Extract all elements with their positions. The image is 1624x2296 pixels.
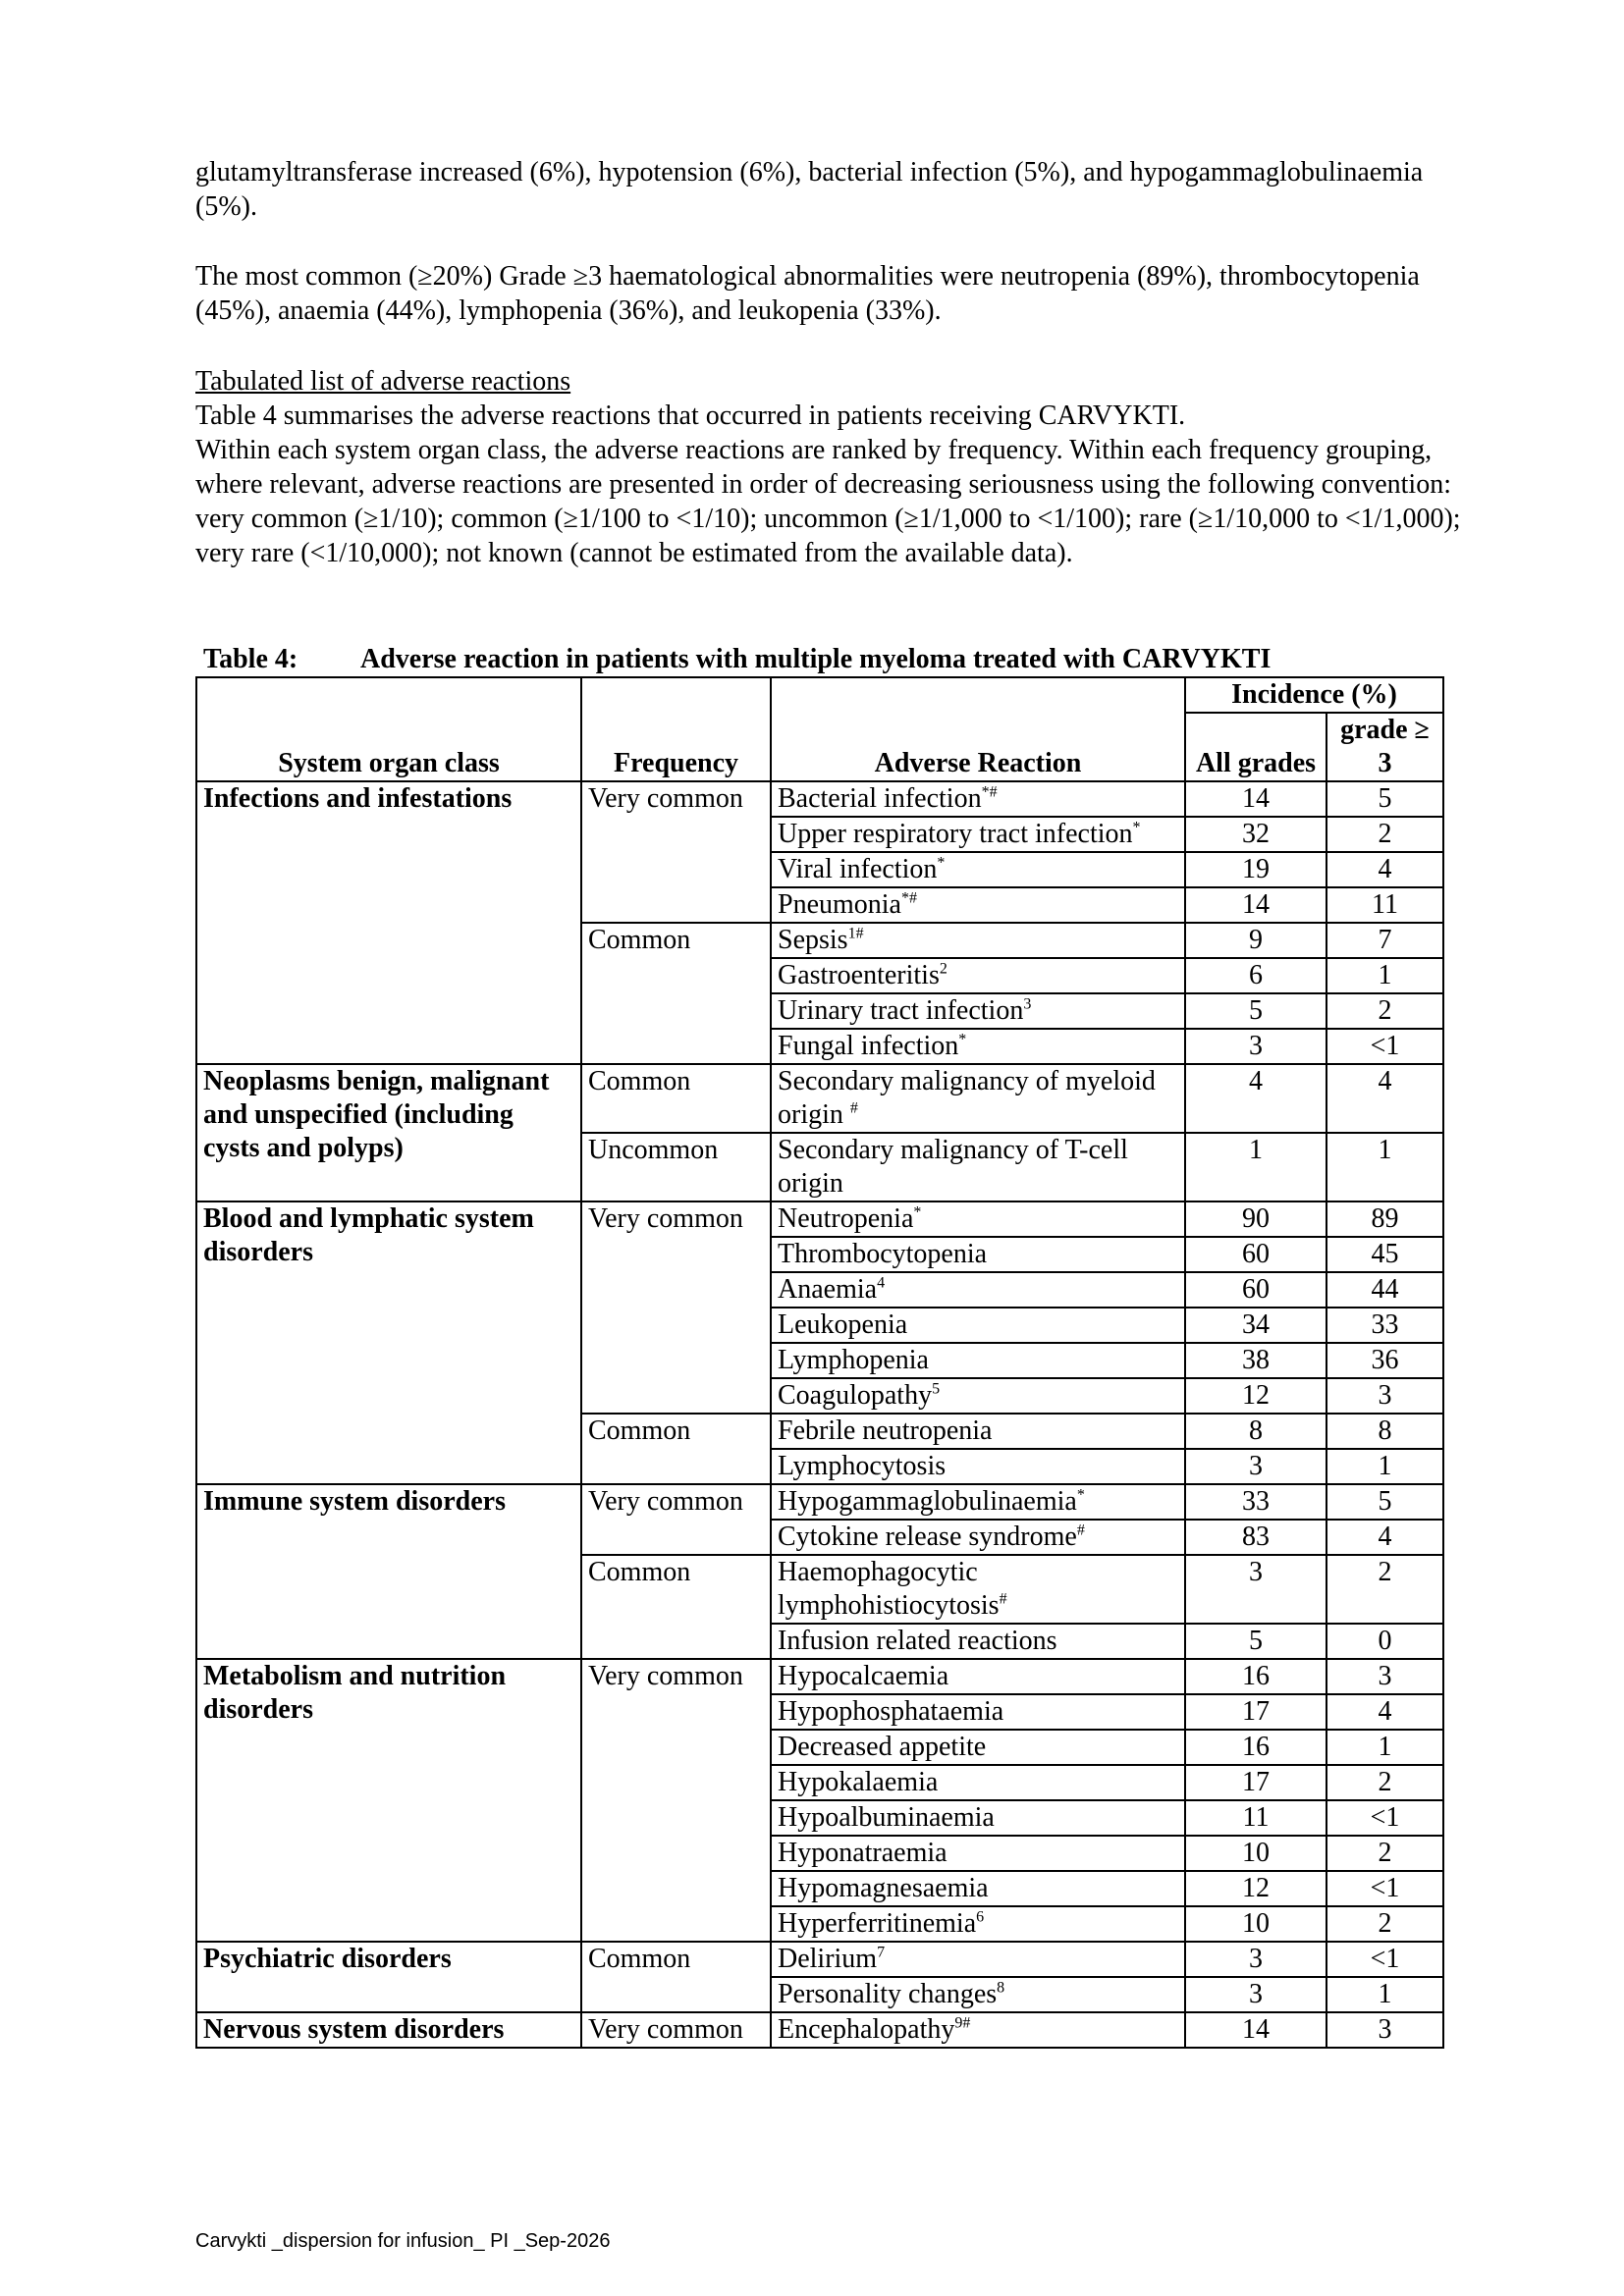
page-footer: Carvykti _dispersion for infusion_ PI _Sep-2026 [195, 2230, 611, 2252]
footnote-marker: # [1076, 1522, 1085, 1539]
grade3-cell: <1 [1326, 1029, 1443, 1064]
reaction-cell [771, 781, 1185, 817]
grade3-cell: 3 [1326, 1659, 1443, 1694]
reaction-name: Febrile neutropenia [778, 1415, 993, 1446]
all-grades-cell: 5 [1185, 1624, 1326, 1659]
reaction-cell [771, 1484, 1185, 1520]
all-grades-cell: 16 [1185, 1659, 1326, 1694]
reaction-cell [771, 1977, 1185, 2012]
footnote-marker: # [999, 1590, 1007, 1608]
reaction-cell [771, 1800, 1185, 1836]
table-row [196, 781, 1443, 817]
all-grades-cell: 90 [1185, 1201, 1326, 1237]
reaction-name: Anaemia [778, 1274, 878, 1305]
frequency-cell: Very common [581, 1484, 771, 1555]
header-reaction: Adverse Reaction [771, 677, 1185, 781]
reaction-name: Gastroenteritis [778, 960, 940, 990]
section-convention-text: Within each system organ class, the adverse reactions are ranked by frequency. Within each frequency grouping, where relevant, adverse reactions are presented in order of decreasing seriousness using the following convention: very common (≥1/10); common (≥1/100 to <1/10); uncommon (≥1/1,000 to <1/100); rare (≥1/10,000 to <1/1,000); very rare (<1/10,000); not known (cannot be estimated from the available data). [195, 435, 1461, 568]
all-grades-cell: 14 [1185, 2012, 1326, 2048]
all-grades-cell: 10 [1185, 1906, 1326, 1942]
all-grades-cell: 3 [1185, 1977, 1326, 2012]
table-caption-number: Table 4: [203, 644, 298, 674]
reaction-cell [771, 887, 1185, 923]
reaction-name: Pneumonia [778, 889, 901, 920]
frequency-cell: Common [581, 1555, 771, 1659]
header-frequency: Frequency [581, 677, 771, 781]
all-grades-cell: 32 [1185, 817, 1326, 852]
organ-class-cell: Neoplasms benign, malignant and unspecified (including cysts and polyps) [196, 1064, 581, 1201]
reaction-cell [771, 1624, 1185, 1659]
grade3-cell: 2 [1326, 993, 1443, 1029]
organ-class-cell: Infections and infestations [196, 781, 581, 1064]
all-grades-cell: 83 [1185, 1520, 1326, 1555]
reaction-name: Viral infection [778, 854, 938, 884]
grade3-cell: 89 [1326, 1201, 1443, 1237]
all-grades-cell: 17 [1185, 1765, 1326, 1800]
grade3-cell: 1 [1326, 1133, 1443, 1201]
all-grades-cell: 4 [1185, 1064, 1326, 1133]
all-grades-cell: 3 [1185, 1942, 1326, 1977]
reaction-name: Encephalopathy [778, 2014, 955, 2045]
reaction-name: Leukopenia [778, 1309, 908, 1340]
organ-class-cell: Blood and lymphatic system disorders [196, 1201, 581, 1484]
reaction-name: Lymphocytosis [778, 1451, 947, 1481]
grade3-cell: 5 [1326, 1484, 1443, 1520]
footnote-marker: 3 [1023, 995, 1032, 1013]
all-grades-cell: 8 [1185, 1414, 1326, 1449]
table-row [196, 1064, 1443, 1133]
all-grades-cell: 38 [1185, 1343, 1326, 1378]
reaction-cell [771, 993, 1185, 1029]
footnote-marker: 9# [954, 2014, 971, 2032]
table-row [196, 1201, 1443, 1237]
organ-class-cell: Immune system disorders [196, 1484, 581, 1659]
grade3-cell: <1 [1326, 1942, 1443, 1977]
reaction-name: Lymphopenia [778, 1345, 929, 1375]
reaction-name: Bacterial infection [778, 783, 982, 814]
reaction-name: Secondary malignancy of T-cell origin [778, 1135, 1128, 1199]
grade3-cell: 8 [1326, 1414, 1443, 1449]
footnote-marker: 2 [939, 960, 947, 978]
grade3-cell: 5 [1326, 781, 1443, 817]
table-caption [203, 643, 1440, 676]
organ-class-cell: Nervous system disorders [196, 2012, 581, 2048]
grade3-cell: 2 [1326, 1836, 1443, 1871]
grade3-cell: <1 [1326, 1871, 1443, 1906]
frequency-cell: Very common [581, 1659, 771, 1942]
reaction-cell [771, 1237, 1185, 1272]
reaction-name: Cytokine release syndrome [778, 1522, 1077, 1552]
reaction-cell [771, 923, 1185, 958]
grade3-cell: 1 [1326, 1730, 1443, 1765]
reaction-cell [771, 2012, 1185, 2048]
reaction-cell [771, 1836, 1185, 1871]
footnote-marker: *# [981, 783, 998, 801]
all-grades-cell: 19 [1185, 852, 1326, 887]
reaction-name: Sepsis [778, 925, 848, 955]
grade3-cell: 4 [1326, 852, 1443, 887]
all-grades-cell: 12 [1185, 1378, 1326, 1414]
reaction-cell [771, 1659, 1185, 1694]
frequency-cell: Very common [581, 781, 771, 923]
reaction-name: Hypomagnesaemia [778, 1873, 989, 1903]
frequency-cell: Common [581, 1064, 771, 1133]
footnote-marker: * [958, 1031, 967, 1048]
all-grades-cell: 16 [1185, 1730, 1326, 1765]
header-all-grades: All grades [1185, 713, 1326, 781]
grade3-cell: 7 [1326, 923, 1443, 958]
table-caption-title: Adverse reaction in patients with multiple myeloma treated with CARVYKTI [360, 644, 1272, 674]
section-heading: Tabulated list of adverse reactions [195, 366, 571, 397]
all-grades-cell: 11 [1185, 1800, 1326, 1836]
reaction-name: Urinary tract infection [778, 995, 1024, 1026]
reaction-name: Decreased appetite [778, 1732, 987, 1762]
reaction-name: Fungal infection [778, 1031, 959, 1061]
reaction-cell [771, 958, 1185, 993]
grade3-cell: 4 [1326, 1520, 1443, 1555]
grade3-cell: 0 [1326, 1624, 1443, 1659]
intro-paragraph: glutamyltransferase increased (6%), hypotension (6%), bacterial infection (5%), and hypogammaglobulinaemia (5%). [195, 157, 1424, 222]
all-grades-cell: 17 [1185, 1694, 1326, 1730]
footnote-marker: 8 [997, 1979, 1005, 1997]
reaction-cell [771, 1555, 1185, 1624]
table-row [196, 1484, 1443, 1520]
reaction-name: Hypogammaglobulinaemia [778, 1486, 1077, 1517]
reaction-cell [771, 1871, 1185, 1906]
reaction-cell [771, 852, 1185, 887]
all-grades-cell: 3 [1185, 1555, 1326, 1624]
table-row [196, 2012, 1443, 2048]
grade3-cell: 44 [1326, 1272, 1443, 1308]
all-grades-cell: 5 [1185, 993, 1326, 1029]
all-grades-cell: 14 [1185, 887, 1326, 923]
reaction-name: Infusion related reactions [778, 1626, 1057, 1656]
reaction-name: Delirium [778, 1944, 878, 1974]
table-row [196, 1659, 1443, 1694]
reaction-cell [771, 1694, 1185, 1730]
all-grades-cell: 12 [1185, 1871, 1326, 1906]
reaction-name: Hyperferritinemia [778, 1908, 977, 1939]
reaction-cell [771, 1730, 1185, 1765]
reaction-cell [771, 1133, 1185, 1201]
reaction-cell [771, 1449, 1185, 1484]
reaction-cell [771, 1906, 1185, 1942]
grade3-cell: 11 [1326, 887, 1443, 923]
grade3-cell: 2 [1326, 817, 1443, 852]
adverse-reactions-table [195, 676, 1444, 2049]
reaction-cell [771, 1201, 1185, 1237]
reaction-name: Hypokalaemia [778, 1767, 939, 1797]
reaction-cell [771, 1343, 1185, 1378]
grade3-cell: 3 [1326, 1378, 1443, 1414]
reaction-cell [771, 1029, 1185, 1064]
footnote-marker: 5 [932, 1380, 941, 1398]
frequency-cell: Common [581, 1942, 771, 2012]
reaction-name: Neutropenia [778, 1203, 914, 1234]
reaction-cell [771, 1064, 1185, 1133]
reaction-name: Hyponatraemia [778, 1838, 947, 1868]
all-grades-cell: 6 [1185, 958, 1326, 993]
grade3-cell: 2 [1326, 1765, 1443, 1800]
all-grades-cell: 9 [1185, 923, 1326, 958]
frequency-cell: Common [581, 923, 771, 1064]
all-grades-cell: 3 [1185, 1029, 1326, 1064]
all-grades-cell: 60 [1185, 1237, 1326, 1272]
all-grades-cell: 1 [1185, 1133, 1326, 1201]
frequency-cell: Very common [581, 1201, 771, 1414]
haematological-paragraph: The most common (≥20%) Grade ≥3 haematological abnormalities were neutropenia (89%), thrombocytopenia (45%), anaemia (44%), lymphopenia (36%), and leukopenia (33%). [195, 261, 1420, 326]
header-organ: System organ class [196, 677, 581, 781]
reaction-cell [771, 1765, 1185, 1800]
table-body [196, 781, 1443, 2048]
grade3-cell: 4 [1326, 1694, 1443, 1730]
frequency-cell: Common [581, 1414, 771, 1484]
reaction-name: Hypophosphataemia [778, 1696, 1004, 1727]
footnote-marker: # [849, 1099, 858, 1117]
frequency-cell: Very common [581, 2012, 771, 2048]
reaction-name: Haemophagocytic lymphohistiocytosis [778, 1557, 1000, 1621]
reaction-cell [771, 817, 1185, 852]
grade3-cell: 3 [1326, 2012, 1443, 2048]
grade3-cell: 4 [1326, 1064, 1443, 1133]
organ-class-cell: Metabolism and nutrition disorders [196, 1659, 581, 1942]
all-grades-cell: 60 [1185, 1272, 1326, 1308]
all-grades-cell: 3 [1185, 1449, 1326, 1484]
reaction-cell [771, 1378, 1185, 1414]
reaction-name: Hypoalbuminaemia [778, 1802, 995, 1833]
all-grades-cell: 14 [1185, 781, 1326, 817]
header-grade3: grade ≥ 3 [1326, 713, 1443, 781]
reaction-cell [771, 1942, 1185, 1977]
grade3-cell: 2 [1326, 1906, 1443, 1942]
reaction-name: Secondary malignancy of myeloid origin [778, 1066, 1156, 1130]
reaction-cell [771, 1308, 1185, 1343]
reaction-name: Upper respiratory tract infection [778, 819, 1133, 849]
footnote-marker: * [1132, 819, 1141, 836]
footnote-marker: * [937, 854, 946, 872]
reaction-cell [771, 1414, 1185, 1449]
all-grades-cell: 10 [1185, 1836, 1326, 1871]
footnote-marker: 6 [976, 1908, 985, 1926]
reaction-name: Hypocalcaemia [778, 1661, 949, 1691]
footnote-marker: * [913, 1203, 922, 1221]
grade3-cell: 36 [1326, 1343, 1443, 1378]
footnote-marker: *# [901, 889, 917, 907]
all-grades-cell: 33 [1185, 1484, 1326, 1520]
frequency-cell: Uncommon [581, 1133, 771, 1201]
footnote-marker: 4 [877, 1274, 886, 1292]
reaction-name: Thrombocytopenia [778, 1239, 988, 1269]
grade3-cell: 1 [1326, 958, 1443, 993]
table-row [196, 1942, 1443, 1977]
grade3-cell: 1 [1326, 1449, 1443, 1484]
grade3-cell: <1 [1326, 1800, 1443, 1836]
all-grades-cell: 34 [1185, 1308, 1326, 1343]
reaction-name: Personality changes [778, 1979, 998, 2009]
footnote-marker: * [1076, 1486, 1085, 1504]
header-incidence: Incidence (%) [1185, 677, 1443, 713]
reaction-name: Coagulopathy [778, 1380, 933, 1411]
grade3-cell: 45 [1326, 1237, 1443, 1272]
table-header [196, 677, 1443, 781]
footnote-marker: 1# [847, 925, 864, 942]
grade3-cell: 33 [1326, 1308, 1443, 1343]
tabulated-section [195, 364, 1462, 570]
reaction-cell [771, 1520, 1185, 1555]
section-intro-line: Table 4 summarises the adverse reactions that occurred in patients receiving CARVYKTI. [195, 400, 1186, 431]
grade3-cell: 1 [1326, 1977, 1443, 2012]
organ-class-cell: Psychiatric disorders [196, 1942, 581, 2012]
footnote-marker: 7 [877, 1944, 886, 1961]
grade3-cell: 2 [1326, 1555, 1443, 1624]
reaction-cell [771, 1272, 1185, 1308]
